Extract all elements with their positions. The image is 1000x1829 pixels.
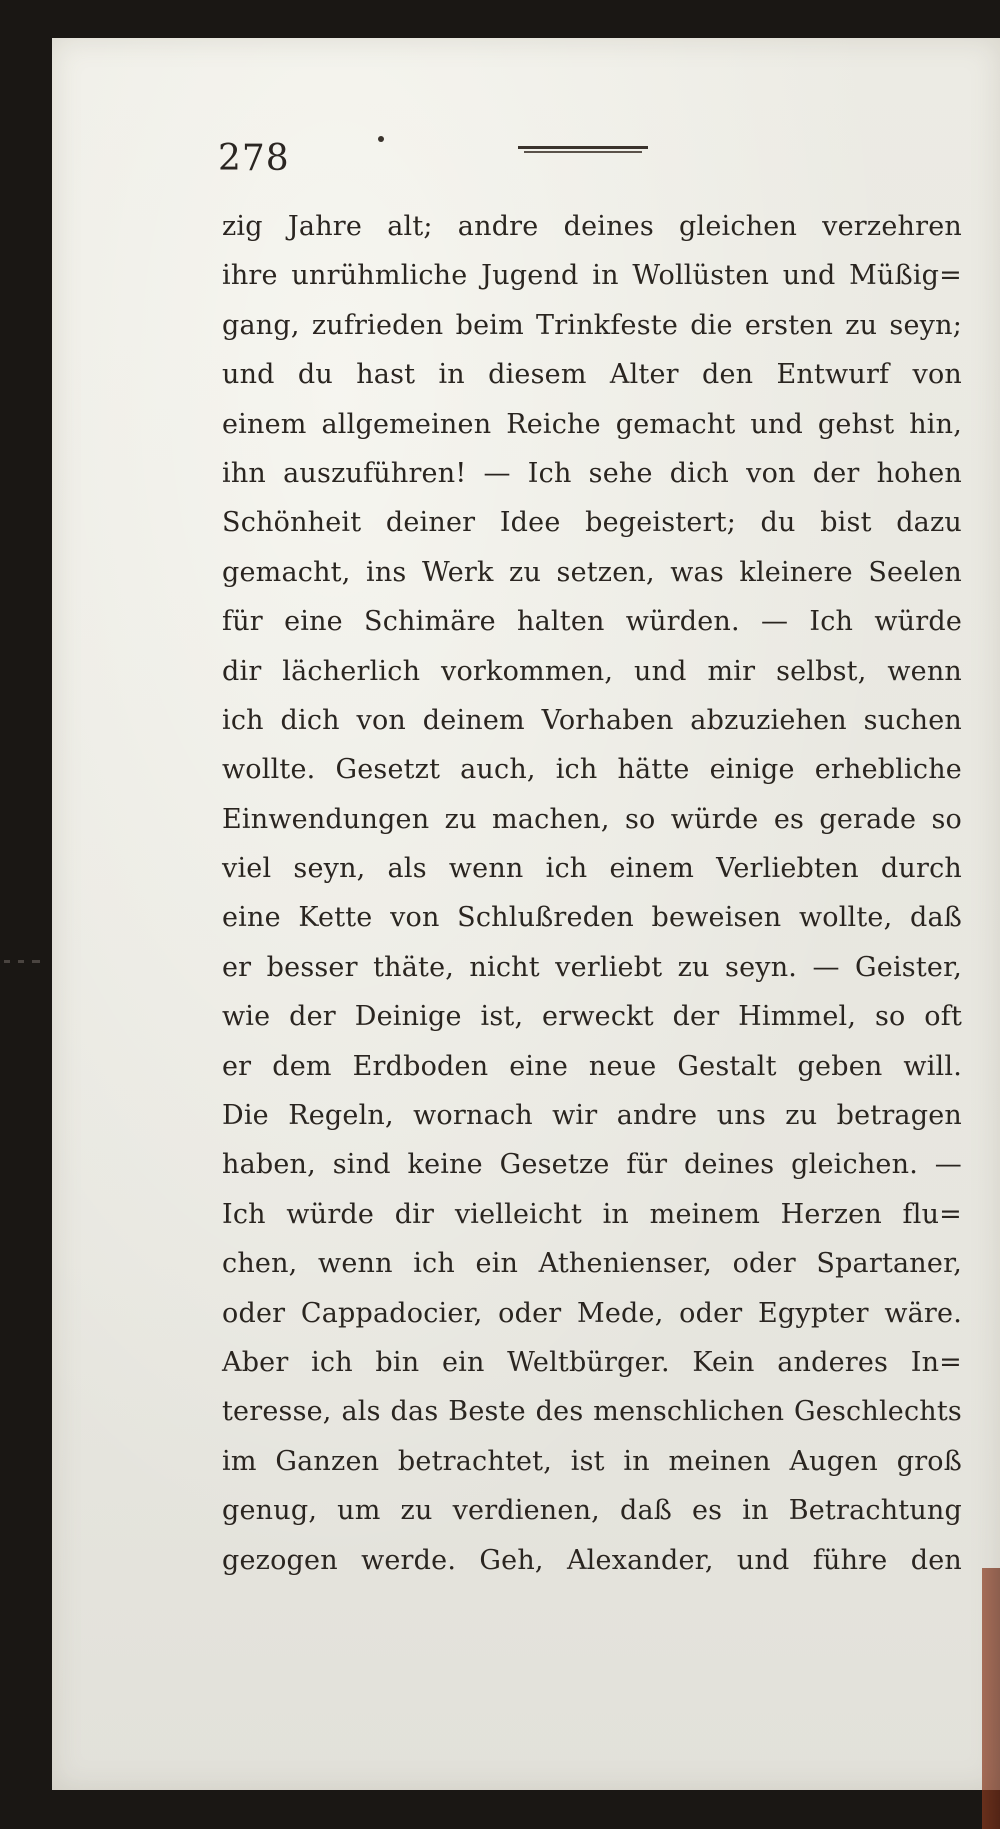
text-line: Ich würde dir vielleicht in meinem Herzen flu= — [222, 1198, 962, 1230]
page-number: 278 — [218, 138, 290, 179]
header-ornament-rule — [518, 146, 648, 156]
text-line: Schönheit deiner Idee begeistert; du bist dazu — [222, 507, 962, 539]
text-line: er dem Erdboden eine neue Gestalt geben will. — [222, 1050, 962, 1082]
margin-marks — [0, 960, 52, 970]
page-header — [218, 138, 658, 188]
text-line: wie der Deinige ist, erweckt der Himmel, so oft — [222, 1001, 962, 1033]
text-line: oder Cappadocier, oder Mede, oder Egypter wäre. — [222, 1297, 962, 1329]
text-line: haben, sind keine Gesetze für deines gleichen. — — [222, 1149, 962, 1181]
text-line: gang, zufrieden beim Trinkfeste die ersten zu seyn; — [222, 309, 962, 341]
text-line: teresse, als das Beste des menschlichen Geschlechts — [222, 1396, 962, 1428]
text-line: einem allgemeinen Reiche gemacht und gehst hin, — [222, 408, 962, 440]
text-line: gezogen werde. Geh, Alexander, und führe den — [222, 1544, 962, 1576]
body-text — [222, 202, 962, 1585]
text-line: genug, um zu verdienen, daß es in Betrachtung — [222, 1495, 962, 1527]
text-line: eine Kette von Schlußreden beweisen wollte, daß — [222, 902, 962, 934]
text-line: ich dich von deinem Vorhaben abzuziehen suchen — [222, 704, 962, 736]
text-line: ihre unrühmliche Jugend in Wollüsten und Müßig= — [222, 260, 962, 292]
text-line: und du hast in diesem Alter den Entwurf von — [222, 359, 962, 391]
text-line: Aber ich bin ein Weltbürger. Kein anderes In= — [222, 1346, 962, 1378]
text-line: ihn auszuführen! — Ich sehe dich von der hohen — [222, 457, 962, 489]
text-line: Die Regeln, wornach wir andre uns zu betragen — [222, 1100, 962, 1132]
text-line: dir lächerlich vorkommen, und mir selbst, wenn — [222, 655, 962, 687]
text-line: im Ganzen betrachtet, ist in meinen Augen groß — [222, 1445, 962, 1477]
text-line: chen, wenn ich ein Athenienser, oder Spartaner, — [222, 1248, 962, 1280]
text-line: wollte. Gesetzt auch, ich hätte einige erhebliche — [222, 754, 962, 786]
text-line: für eine Schimäre halten würden. — Ich würde — [222, 606, 962, 638]
text-line: er besser thäte, nicht verliebt zu seyn. — Geister, — [222, 951, 962, 983]
text-line: Einwendungen zu machen, so würde es gerade so — [222, 803, 962, 835]
text-line: zig Jahre alt; andre deines gleichen verzehren — [222, 211, 962, 242]
page-edge-shadow — [982, 1568, 1000, 1829]
text-line: gemacht, ins Werk zu setzen, was kleinere Seelen — [222, 556, 962, 588]
header-dot — [378, 136, 384, 142]
text-line: viel seyn, als wenn ich einem Verliebten durch — [222, 853, 962, 885]
